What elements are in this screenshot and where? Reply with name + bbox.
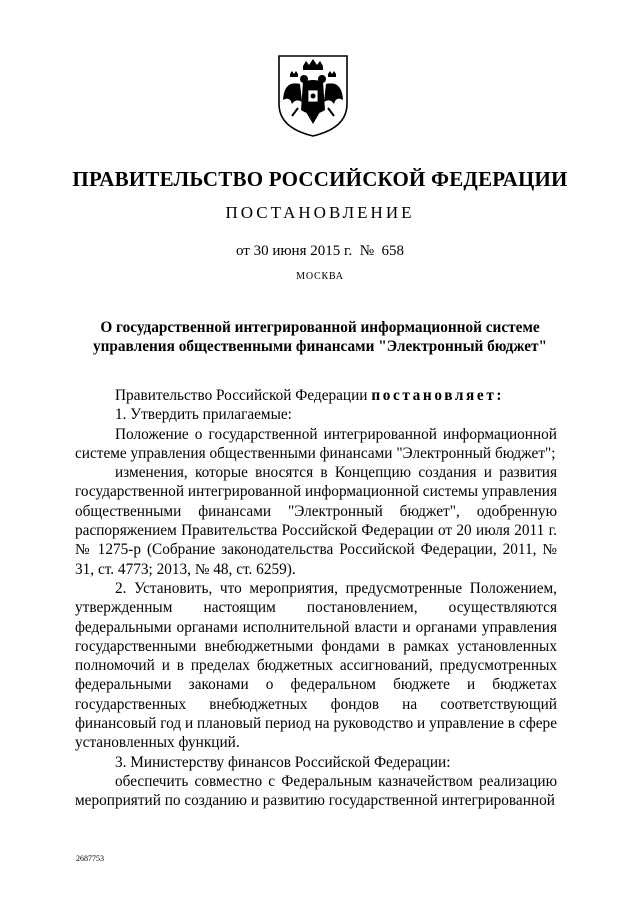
item-3: 3. Министерству финансов Российской Федерации: (115, 753, 451, 771)
intro-decree-word: постановляет: (371, 387, 505, 404)
document-type: ПОСТАНОВЛЕНИЕ (225, 203, 415, 222)
item-1: 1. Утвердить прилагаемые: (115, 406, 292, 424)
subject-line-2: управления общественными финансами "Электронный бюджет" (92, 338, 548, 355)
coat-of-arms-icon (276, 52, 350, 138)
document-city: МОСКВА (296, 271, 344, 282)
subject-line-1: О государственной интегрированной информационной системе (100, 319, 540, 336)
item-2: 2. Установить, что мероприятия, предусмотренные Положением, утвержденным настоящим постановлением, осуществляются федеральными органами исполнительной власти и органами управления государственными внебюджетными фондами в рамках установленных полномочий и в пределах бюджетных ассигнований, предусмотренных федеральными законами о федеральном бюджете и бюджетах государственных внебюджетных фондов на соответствующий финансовый год и плановый период на руководство и управление в сфере установленных функций. (75, 579, 557, 752)
item-3-a: обеспечить совместно с Федеральным казначейством реализацию мероприятий по созданию и развитию государственной интегрированной (75, 772, 557, 810)
intro-prefix: Правительство Российской Федерации (115, 387, 372, 404)
item-1-a: Положение о государственной интегрированной информационной системе управления общественными финансами "Электронный бюджет"; (75, 425, 557, 462)
item-1-b: изменения, которые вносятся в Концепцию создания и развития государственной интегрированной информационной системы управления общественными финансами "Электронный бюджет", одобренную распоряжением Правительства Российской Федерации от 20 июля 2011 г. № 1275-р (Собрание законодательства Российской Федерации, 2011, № 31, ст. 4773; 2013, № 48, ст. 6259). (75, 464, 557, 578)
document-body (75, 386, 557, 811)
government-title: ПРАВИТЕЛЬСТВО РОССИЙСКОЙ ФЕДЕРАЦИИ (72, 167, 568, 191)
document-number-footer: 2687753 (76, 854, 104, 863)
document-subject (50, 318, 590, 356)
intro-paragraph (75, 386, 557, 405)
document-date-number: от 30 июня 2015 г. № 658 (235, 243, 405, 259)
